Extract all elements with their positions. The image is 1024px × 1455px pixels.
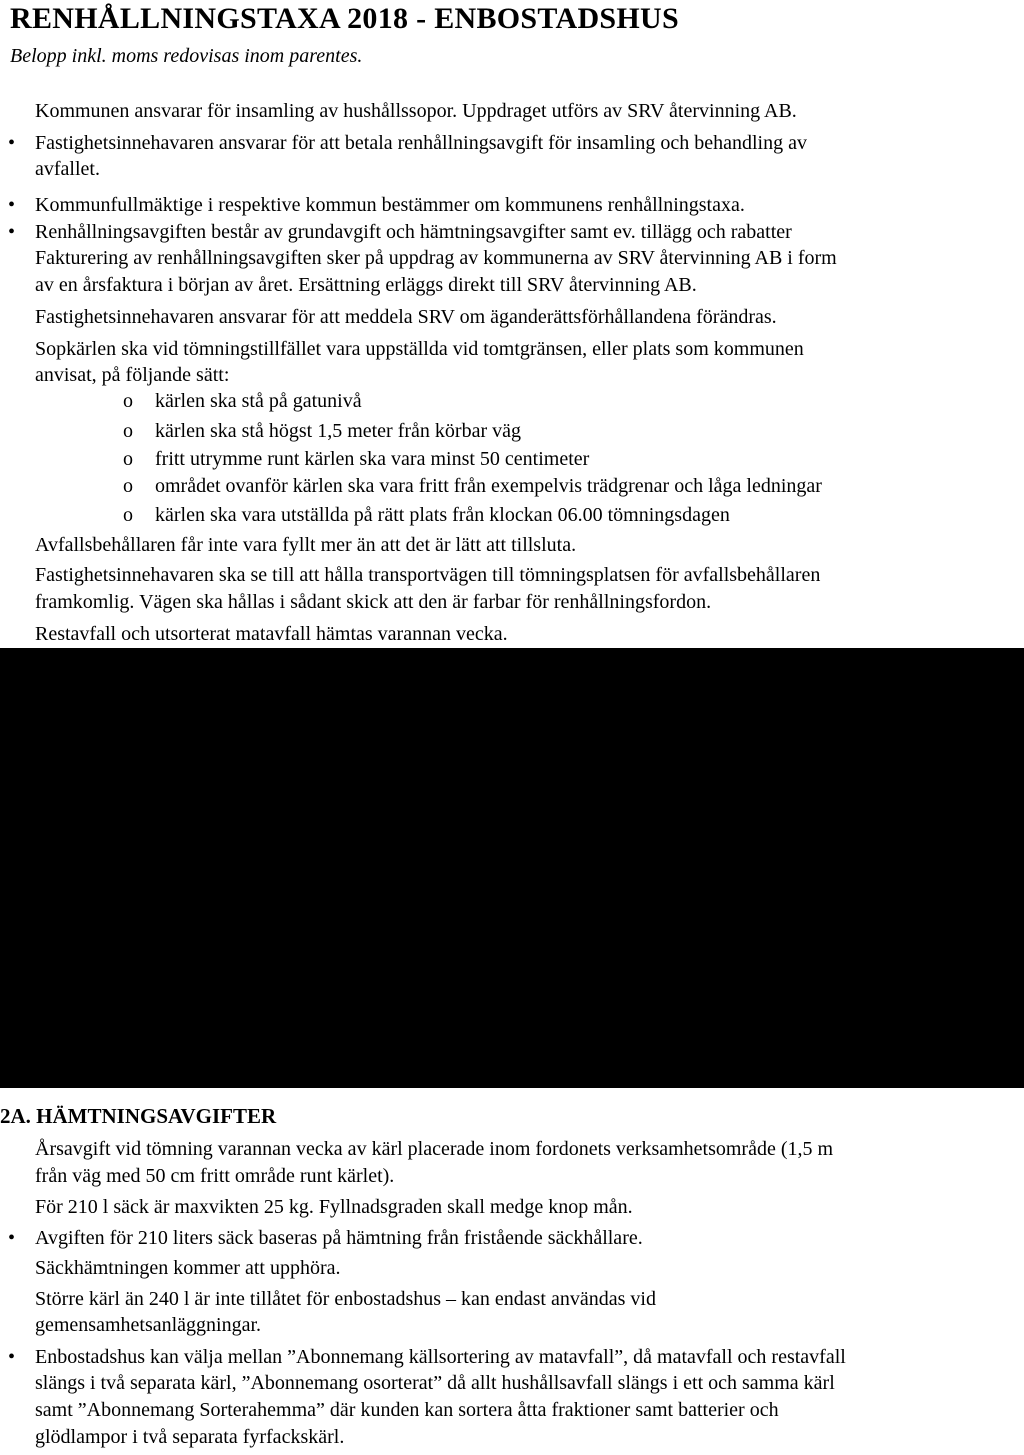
pickup-rule: Restavfall och utsorterat matavfall hämtas varannan vecka.	[35, 623, 508, 645]
redacted-area	[0, 648, 1024, 1088]
placement-rule: området ovanför kärlen ska vara fritt från exempelvis trädgrenar och låga ledningar	[155, 475, 822, 497]
section-line: gemensamhetsanläggningar.	[35, 1314, 262, 1336]
placement-rule: kärlen ska stå på gatunivå	[155, 390, 362, 412]
section-bullet-line: slängs i två separata kärl, ”Abonnemang osorterat” då allt hushållsavfall slängs i ett och samma kärl	[35, 1372, 835, 1394]
bullet-marker: •	[8, 221, 16, 243]
bullet-marker: •	[8, 132, 16, 154]
intro-bullet-line: Renhållningsavgiften består av grundavgift och hämtningsavgifter samt ev. tillägg och rabatter	[35, 221, 792, 243]
section-bullet-line: samt ”Abonnemang Sorterahemma” där kunden kan sortera åtta fraktioner samt batterier och	[35, 1399, 779, 1421]
sub-bullet-marker: o	[123, 390, 133, 412]
section-bullet-line: Enbostadshus kan välja mellan ”Abonnemang källsortering av matavfall”, då matavfall och restavfall	[35, 1346, 846, 1368]
bullet-marker: •	[8, 1346, 16, 1368]
document-title: RENHÅLLNINGSTAXA 2018 - ENBOSTADSHUS	[10, 2, 679, 35]
road-rule: Fastighetsinnehavaren ska se till att hålla transportvägen till tömningsplatsen för avfallsbehållaren	[35, 564, 821, 586]
bullet-marker: •	[8, 194, 16, 216]
placement-rule: kärlen ska stå högst 1,5 meter från körbar väg	[155, 420, 521, 442]
section-line: Säckhämtningen kommer att upphöra.	[35, 1257, 341, 1279]
road-rule: framkomlig. Vägen ska hållas i sådant skick att den är farbar för renhållningsfordon.	[35, 591, 712, 613]
section-bullet-line: Avgiften för 210 liters säck baseras på hämtning från fristående säckhållare.	[35, 1227, 643, 1249]
placement-line: Sopkärlen ska vid tömningstillfället vara uppställda vid tomtgränsen, eller plats som kommunen	[35, 338, 804, 360]
intro-bullet-line: Fastighetsinnehavaren ansvarar för att betala renhållningsavgift för insamling och behandling av	[35, 132, 807, 154]
section-line: Större kärl än 240 l är inte tillåtet för enbostadshus – kan endast användas vid	[35, 1288, 656, 1310]
sub-bullet-marker: o	[123, 504, 133, 526]
intro-line: Kommunen ansvarar för insamling av hushållssopor. Uppdraget utförs av SRV återvinning AB.	[35, 100, 797, 122]
intro-bullet-line: Kommunfullmäktige i respektive kommun bestämmer om kommunens renhållningstaxa.	[35, 194, 745, 216]
intro-bullet-line: avfallet.	[35, 158, 100, 180]
sub-bullet-marker: o	[123, 420, 133, 442]
section-line: Årsavgift vid tömning varannan vecka av kärl placerade inom fordonets verksamhetsområde (1,5 m	[35, 1138, 834, 1160]
sub-bullet-marker: o	[123, 475, 133, 497]
sub-bullet-marker: o	[123, 448, 133, 470]
billing-line: Fakturering av renhållningsavgiften sker på uppdrag av kommunerna av SRV återvinning AB i form	[35, 247, 837, 269]
section-bullet-line: glödlampor i två separata fyrfackskärl.	[35, 1426, 345, 1448]
billing-line: av en årsfaktura i början av året. Ersättning erläggs direkt till SRV återvinning AB.	[35, 274, 697, 296]
placement-rule: kärlen ska vara utställda på rätt plats från klockan 06.00 tömningsdagen	[155, 504, 730, 526]
bullet-marker: •	[8, 1227, 16, 1249]
section-line: För 210 l säck är maxvikten 25 kg. Fyllnadsgraden skall medge knop mån.	[35, 1196, 633, 1218]
placement-rule: fritt utrymme runt kärlen ska vara minst 50 centimeter	[155, 448, 590, 470]
section-line: från väg med 50 cm fritt område runt kärlet).	[35, 1165, 395, 1187]
section-heading: 2A. HÄMTNINGSAVGIFTER	[0, 1104, 277, 1128]
fill-rule: Avfallsbehållaren får inte vara fyllt mer än att det är lätt att tillsluta.	[35, 534, 577, 556]
document-subtitle: Belopp inkl. moms redovisas inom parentes.	[10, 45, 363, 67]
ownership-line: Fastighetsinnehavaren ansvarar för att meddela SRV om äganderättsförhållandena förändras.	[35, 306, 777, 328]
placement-line: anvisat, på följande sätt:	[35, 364, 230, 386]
